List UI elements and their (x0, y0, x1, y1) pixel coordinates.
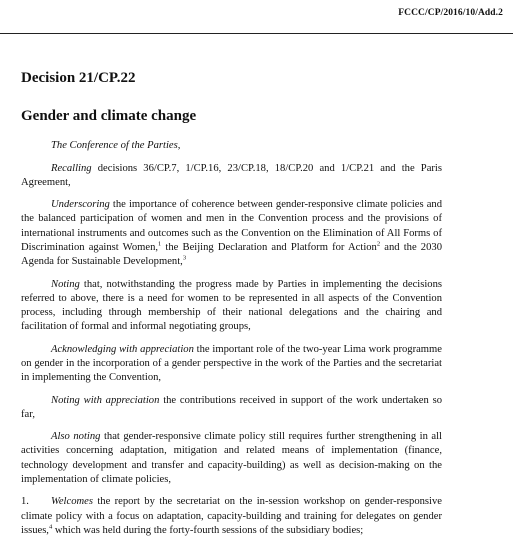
paragraph-underscoring (21, 198, 442, 269)
paragraph-lead: Also noting (51, 431, 101, 443)
decision-subject-title: Gender and climate change (21, 108, 197, 124)
paragraph-text: that, notwithstanding the progress made by Parties in implementing the decisions referred to above, there is a need for women to be represented in all aspects of the Convention process, including through membership of their national delegations and the chairing and facilitation of formal and informal negotiating groups, (21, 278, 442, 333)
paragraph-text: the important role of the two-year Lima work programme on gender in the incorporation of a gender perspective in the work of the Parties and the secretariat in implementing the Convention, (21, 343, 442, 384)
paragraph-text: the Beijing Declaration and Platform for Action (161, 241, 377, 253)
paragraph-text: which was held during the forty-fourth sessions of the subsidiary bodies; (52, 524, 364, 536)
paragraph-lead: The Conference of the Parties, (51, 140, 181, 151)
document-symbol: FCCC/CP/2016/10/Add.2 (398, 8, 503, 18)
header-rule (0, 33, 513, 34)
paragraph-also-noting (21, 430, 442, 487)
paragraph-lead: Noting (51, 278, 80, 290)
paragraph-welcomes (21, 495, 442, 538)
paragraph-text: decisions 36/CP.7, 1/CP.16, 23/CP.18, 18/CP.20 and 1/CP.21 and the Paris Agreement, (21, 162, 442, 188)
paragraph-noting (21, 278, 442, 335)
paragraph-recalling (21, 162, 442, 190)
paragraph-text: and the 2030 Agenda for Sustainable Development, (21, 241, 442, 268)
footnote-ref[interactable]: 4 (48, 523, 53, 531)
footnote-ref[interactable]: 1 (158, 240, 162, 248)
paragraph-conference (21, 139, 442, 153)
paragraph-noting-appreciation (21, 394, 442, 422)
paragraph-acknowledging (21, 343, 442, 386)
paragraph-lead: Welcomes (51, 496, 93, 508)
paragraph-lead: Recalling (51, 162, 92, 174)
paragraph-text: the report by the secretariat on the in-session workshop on gender-responsive climate policy with a focus on adaptation, capacity-building and training for delegates on gender issues, (21, 496, 442, 536)
paragraph-lead: Acknowledging with appreciation (51, 343, 194, 355)
decision-title: Decision 21/CP.22 (21, 70, 136, 86)
footnote-ref[interactable]: 3 (182, 254, 187, 262)
paragraph-number: 1. (21, 496, 29, 508)
paragraph-lead: Noting with appreciation (51, 394, 160, 406)
paragraph-text: that gender-responsive climate policy still requires further strengthening in all activities concerning adaptation, mitigation and related means of implementation (finance, technology development and transfer and capacity-building) as well as decision-making on the implementation of climate policies, (21, 431, 442, 485)
paragraph-text: the importance of coherence between gender-responsive climate policies and the balanced participation of women and men in the Convention process and the provisions of international instruments and outcomes such as the Convention on the Elimination of All Forms of Discrimination against Women, (21, 199, 442, 253)
paragraph-lead: Underscoring (51, 199, 110, 211)
paragraph-text: the contributions received in support of the work undertaken so far, (21, 394, 442, 420)
decision-body (21, 139, 442, 546)
footnote-ref[interactable]: 2 (376, 240, 381, 248)
